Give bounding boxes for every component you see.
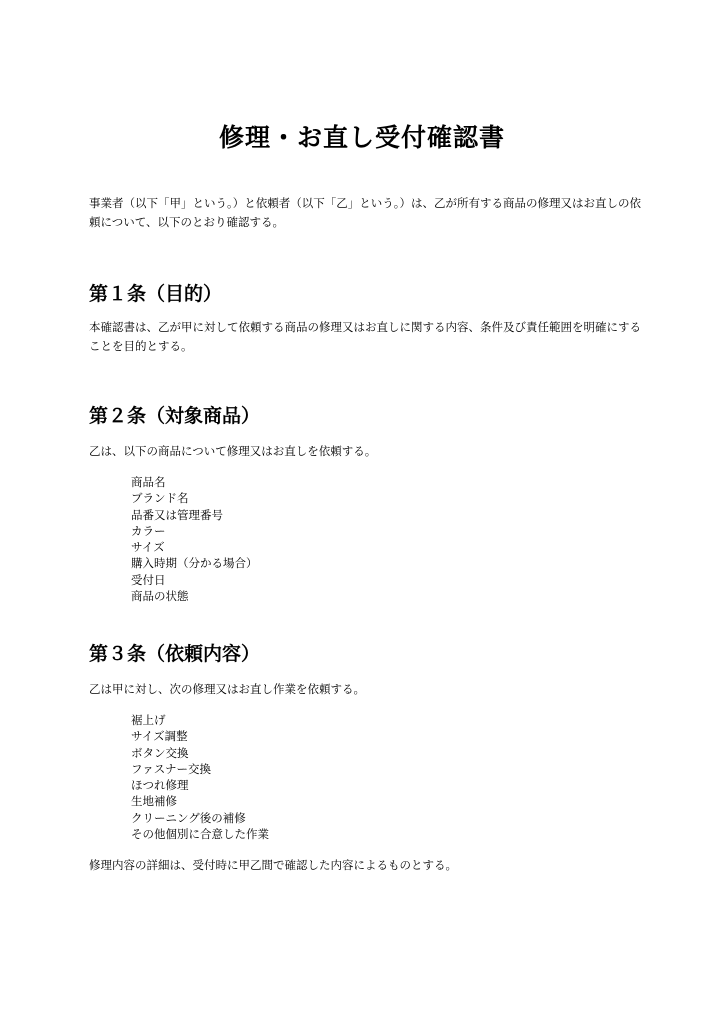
list-item: ファスナー交換 (131, 761, 212, 776)
list-item: 裾上げ (131, 713, 166, 727)
list-item: サイズ (131, 540, 165, 555)
article-1-body: 本確認書は、乙が甲に対して依頼する商品の修理又はお直しに関する内容、条件及び責任範囲を明確にすることを目的とする。 (89, 320, 641, 353)
list-item: その他個別に合意した作業 (131, 827, 269, 842)
article-1-heading: 第１条（目的） (89, 283, 223, 305)
article-2-item-list (131, 474, 258, 604)
list-item: 商品の状態 (131, 589, 189, 604)
list-item: 購入時期（分かる場合） (131, 556, 258, 571)
list-item: ほつれ修理 (131, 778, 189, 793)
list-item: カラー (131, 523, 166, 538)
list-item: サイズ調整 (131, 729, 188, 744)
list-item: クリーニング後の補修 (131, 810, 246, 825)
list-item: ボタン交換 (131, 745, 189, 760)
document-title: 修理・お直し受付確認書 (218, 123, 505, 152)
list-item: 品番又は管理番号 (131, 507, 223, 522)
article-2-heading: 第２条（対象商品） (89, 405, 261, 427)
list-item: ブランド名 (131, 491, 189, 506)
article-2-body: 乙は、以下の商品について修理又はお直しを依頼する。 (89, 444, 377, 458)
article-3-heading: 第３条（依頼内容） (89, 643, 261, 665)
article-3-body: 乙は甲に対し、次の修理又はお直し作業を依頼する。 (89, 682, 365, 696)
article-3-note: 修理内容の詳細は、受付時に甲乙間で確認した内容によるものとする。 (89, 858, 457, 872)
article-3-item-list (131, 712, 269, 842)
intro-paragraph: 事業者（以下「甲」という。）と依頼者（以下「乙」という。）は、乙が所有する商品の修理又はお直しの依頼について、以下のとおり確認する。 (89, 196, 641, 229)
list-item: 受付日 (131, 572, 166, 587)
list-item: 商品名 (131, 475, 166, 489)
list-item: 生地補修 (131, 794, 177, 809)
